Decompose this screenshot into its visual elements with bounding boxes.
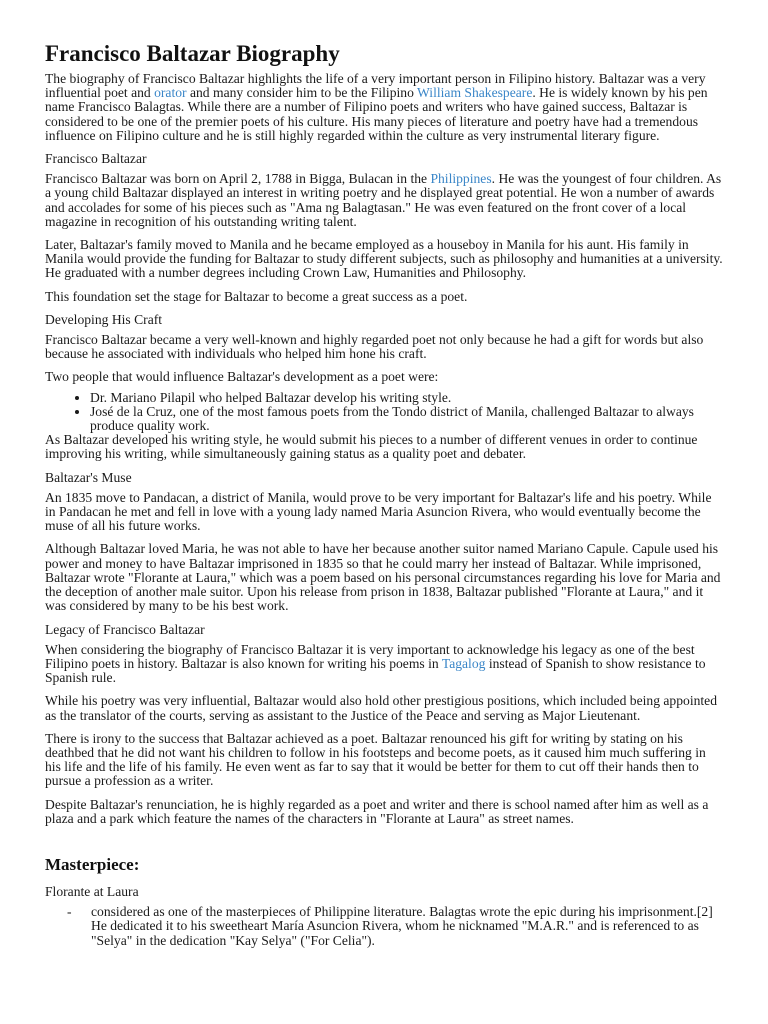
influences-list: [45, 391, 724, 434]
imprisonment-paragraph: Although Baltazar loved Maria, he was not able to have her because another suitor named Mariano Capule. Capule used his power and money to have Baltazar imprisoned in 1835 so that he could marry her instead of Baltazar. While imprisoned, Baltazar wrote "Florante at Laura," which was a poem based on his personal circumstances regarding his love for Maria and the deception of another male suitor. Upon his release from prison in 1838, Baltazar published "Florante at Laura," and it was considered by many to be his best work.: [45, 541, 721, 614]
tagalog-link[interactable]: Tagalog: [441, 655, 486, 671]
manila-paragraph: Later, Baltazar's family moved to Manila and he became employed as a houseboy in Manila for his aunt. His family in Manila would provide the funding for Baltazar to study different subjects, such as philosophy and humanities at a university. He graduated with a number degrees including Crown Law, Humanities and Philosophy.: [45, 237, 723, 281]
birth-text-2: . He was the youngest of four children. As a young child Baltazar displayed an interest in writing poetry and he displayed great potential. He won a number of awards and accolades for some of his pieces such as "Ama ng Balagtasan." He was even featured on the front cover of a local magazine in recognition of his outstanding writing talent.: [45, 171, 722, 229]
intro-text-3: . He is widely known by his pen name Francisco Balagtas. While there are a number of Filipino poets and writers who have gained success, Baltazar is considered to be one of the premier poets of his culture. His many pieces of literature and poetry have had a tremendous influence on Filipino culture and he is still highly regarded within the culture as very instrumental literary figure.: [45, 85, 708, 143]
philippines-link[interactable]: Philippines: [430, 171, 492, 187]
section-heading-muse: Baltazar's Muse: [45, 469, 132, 485]
list-item: [67, 904, 724, 948]
influences-intro: Two people that would influence Baltazar's development as a poet were:: [45, 369, 439, 385]
masterpiece-description: considered as one of the masterpieces of Philippine literature. Balagtas wrote the epic during his imprisonment.[2] He dedicated it to his sweetheart María Asuncion Rivera, whom he nicknamed "M.A.R." and is referenced to as "Selya" in the dedication "Kay Selya" ("For Celia").: [91, 904, 713, 948]
legacy-text-2: instead of Spanish to show resistance to Spanish rule.: [45, 655, 706, 686]
william-shakespeare-link[interactable]: William Shakespeare: [417, 85, 533, 101]
list-item: • Dr. Mariano Pilapil who helped Baltazar develop his writing style.: [90, 391, 724, 405]
intro-text-2: and many consider him to be the Filipino: [186, 85, 418, 101]
section-heading-legacy: Legacy of Francisco Baltazar: [45, 621, 205, 637]
pandacan-paragraph: An 1835 move to Pandacan, a district of Manila, would prove to be very important for Baltazar's life and his poetry. While in Pandacan he met and fell in love with a young lady named Maria Asuncion Rivera, who would eventually become the muse of all his future works.: [45, 489, 712, 534]
section-spacer: [45, 835, 724, 855]
foundation-paragraph: This foundation set the stage for Baltazar to become a great success as a poet.: [45, 288, 468, 304]
craft-paragraph: Francisco Baltazar became a very well-known and highly regarded poet not only because he had a gift for words but also because he associated with individuals who helped him hone his craft.: [45, 332, 704, 362]
masterpiece-work-title: Florante at Laura: [45, 883, 139, 899]
dash-marker: -: [67, 904, 72, 920]
page-title: Francisco Baltazar Biography: [45, 41, 340, 66]
renunciation-paragraph: Despite Baltazar's renunciation, he is highly regarded as a poet and writer and there is school named after him as well as a plaza and a park which feature the names of the characters in "Florante at Laura" as street names.: [45, 796, 709, 826]
positions-paragraph: While his poetry was very influential, Baltazar would also hold other prestigious positions, which included being appointed as the translator of the courts, serving as assistant to the Justice of the Peace and serving as Major Lieutenant.: [45, 693, 717, 723]
masterpiece-heading: Masterpiece:: [45, 854, 140, 874]
section-heading-developing-craft: Developing His Craft: [45, 311, 163, 327]
intro-paragraph: [45, 72, 724, 143]
legacy-text-1: When considering the biography of Francisco Baltazar it is very important to acknowledge his legacy as one of the best Filipino poets in history. Baltazar is also known for writing his poems in: [45, 641, 695, 671]
writing-style-paragraph: As Baltazar developed his writing style, he would submit his pieces to a number of different venues in order to continue improving his writing, while simultaneously gaining status as a quality poet and debater.: [45, 432, 698, 462]
intro-text-1: The biography of Francisco Baltazar highlights the life of a very important person in Filipino history. Baltazar was a very influential poet and: [45, 71, 706, 101]
birth-text-1: Francisco Baltazar was born on April 2, 1788 in Bigga, Bulacan in the: [45, 171, 431, 187]
legacy-paragraph: [45, 643, 724, 686]
orator-link[interactable]: orator: [154, 85, 187, 101]
birth-paragraph: [45, 172, 724, 229]
section-heading-francisco-baltazar: Francisco Baltazar: [45, 151, 147, 167]
irony-paragraph: There is irony to the success that Baltazar achieved as a poet. Baltazar renounced his gift for writing by stating on his deathbed that he did not want his children to follow in his footsteps and become poets, as it caused him much suffering in his life and the life of his family. He even went as far to say that it would be better for them to cut off their hands then to pursue a profession as a writer.: [45, 730, 706, 789]
list-item: • José de la Cruz, one of the most famous poets from the Tondo district of Manila, challenged Baltazar to always produce quality work.: [90, 405, 724, 433]
masterpiece-list: [45, 905, 724, 948]
